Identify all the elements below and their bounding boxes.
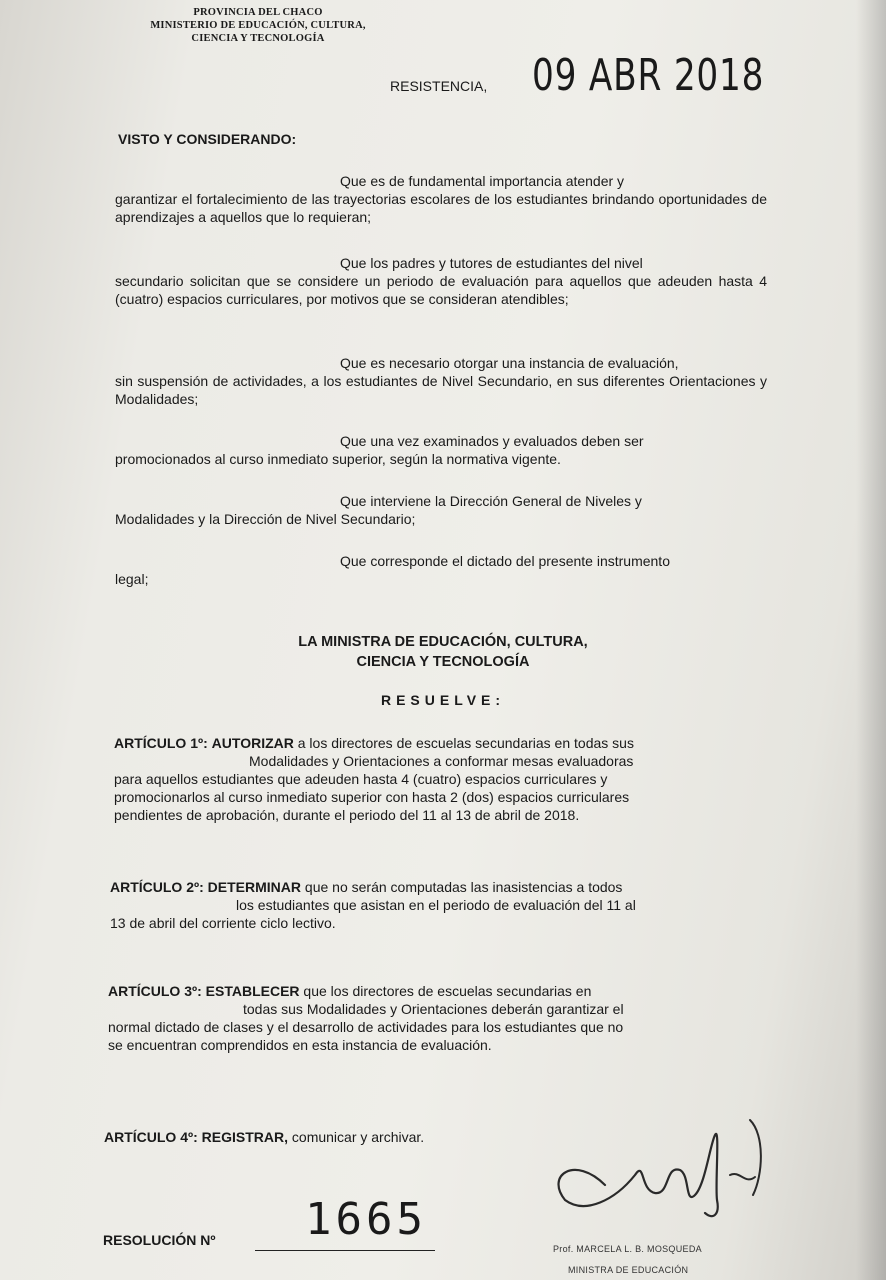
article-text: se encuentran comprendidos en esta instancia de evaluación. bbox=[108, 1037, 492, 1053]
place-label: RESISTENCIA, bbox=[390, 78, 488, 94]
article-3 bbox=[108, 982, 780, 1054]
article-4 bbox=[104, 1128, 604, 1146]
considerando-6 bbox=[115, 552, 767, 588]
article-text: comunicar y archivar. bbox=[291, 1129, 425, 1145]
minister-title bbox=[0, 632, 886, 672]
article-text: los estudiantes que asistan en el periodo de evaluación del 11 al bbox=[236, 897, 636, 913]
article-text: Modalidades y Orientaciones a conformar mesas evaluadoras bbox=[249, 753, 634, 769]
signatory-title: MINISTRA DE EDUCACIÓN bbox=[568, 1265, 689, 1275]
considerando-2 bbox=[115, 254, 767, 308]
article-verb: REGISTRAR, bbox=[201, 1129, 289, 1145]
minister-title-line2: CIENCIA Y TECNOLOGÍA bbox=[356, 654, 530, 670]
considerando-1 bbox=[115, 172, 767, 226]
letterhead bbox=[118, 6, 398, 45]
article-text: promocionarlos al curso inmediato superior con hasta 2 (dos) espacios curriculares bbox=[114, 789, 630, 805]
letterhead-ministry: MINISTERIO DE EDUCACIÓN, CULTURA, bbox=[150, 20, 366, 31]
article-text: que los directores de escuelas secundarias en bbox=[303, 983, 592, 999]
page-edge-shadow bbox=[856, 0, 886, 1280]
resuelve-heading: RESUELVE: bbox=[380, 692, 506, 708]
date-stamp: 09 ABR 2018 bbox=[532, 50, 765, 101]
article-label: ARTÍCULO 1º: bbox=[114, 735, 208, 751]
article-text: normal dictado de clases y el desarrollo de actividades para los estudiantes que no bbox=[108, 1019, 624, 1035]
article-label: ARTÍCULO 4º: bbox=[104, 1129, 198, 1145]
article-1 bbox=[114, 734, 774, 824]
article-text: 13 de abril del corriente ciclo lectivo. bbox=[110, 915, 336, 931]
article-text: para aquellos estudiantes que adeuden hasta 4 (cuatro) espacios curriculares y bbox=[114, 771, 608, 787]
resolucion-number: 1665 bbox=[305, 1194, 427, 1245]
considerando-text: promocionados al curso inmediato superior, según la normativa vigente. bbox=[115, 451, 561, 467]
article-text: todas sus Modalidades y Orientaciones deberán garantizar el bbox=[243, 1001, 624, 1017]
resolucion-underline bbox=[255, 1250, 435, 1251]
letterhead-ministry-cont: CIENCIA Y TECNOLOGÍA bbox=[191, 33, 325, 44]
considerando-5 bbox=[115, 492, 767, 528]
article-verb: DETERMINAR bbox=[207, 879, 302, 895]
considerando-first-line: Que corresponde el dictado del presente instrumento bbox=[340, 553, 670, 569]
article-label: ARTÍCULO 2º: bbox=[110, 879, 204, 895]
considerando-text: Modalidades y la Dirección de Nivel Secundario; bbox=[115, 511, 416, 527]
article-text: pendientes de aprobación, durante el periodo del 11 al 13 de abril de 2018. bbox=[114, 807, 580, 823]
resolucion-label: RESOLUCIÓN Nº bbox=[103, 1232, 216, 1248]
article-verb: AUTORIZAR bbox=[211, 735, 294, 751]
article-2 bbox=[110, 878, 780, 932]
considerando-text: legal; bbox=[115, 571, 149, 587]
signature bbox=[545, 1115, 775, 1225]
considerando-text: secundario solicitan que se considere un periodo de evaluación para aquellos que adeuden hasta 4 (cuatro) espacios curriculares, por motivos que se consideran atendibles; bbox=[115, 273, 767, 307]
signatory-name: Prof. MARCELA L. B. MOSQUEDA bbox=[553, 1244, 702, 1254]
article-label: ARTÍCULO 3º: bbox=[108, 983, 202, 999]
article-text: que no serán computadas las inasistencias a todos bbox=[304, 879, 623, 895]
considerando-first-line: Que interviene la Dirección General de Niveles y bbox=[340, 493, 642, 509]
considerando-first-line: Que los padres y tutores de estudiantes del nivel bbox=[340, 255, 643, 271]
considerando-3 bbox=[115, 354, 767, 408]
minister-title-line1: LA MINISTRA DE EDUCACIÓN, CULTURA, bbox=[298, 634, 588, 650]
article-text: a los directores de escuelas secundarias en todas sus bbox=[297, 735, 634, 751]
considerando-first-line: Que una vez examinados y evaluados deben ser bbox=[340, 433, 644, 449]
considerando-text: sin suspensión de actividades, a los estudiantes de Nivel Secundario, en sus diferentes Orientaciones y Modalidades; bbox=[115, 373, 767, 407]
considerando-first-line: Que es necesario otorgar una instancia de evaluación, bbox=[340, 355, 679, 371]
visto-heading: VISTO Y CONSIDERANDO: bbox=[118, 131, 297, 147]
article-verb: ESTABLECER bbox=[205, 983, 300, 999]
considerando-first-line: Que es de fundamental importancia atender y bbox=[340, 173, 625, 189]
letterhead-province: PROVINCIA DEL CHACO bbox=[193, 7, 323, 18]
considerando-text: garantizar el fortalecimiento de las trayectorias escolares de los estudiantes brindando oportunidades de aprendizajes a aquellos que lo requieran; bbox=[115, 191, 767, 225]
considerando-4 bbox=[115, 432, 767, 468]
